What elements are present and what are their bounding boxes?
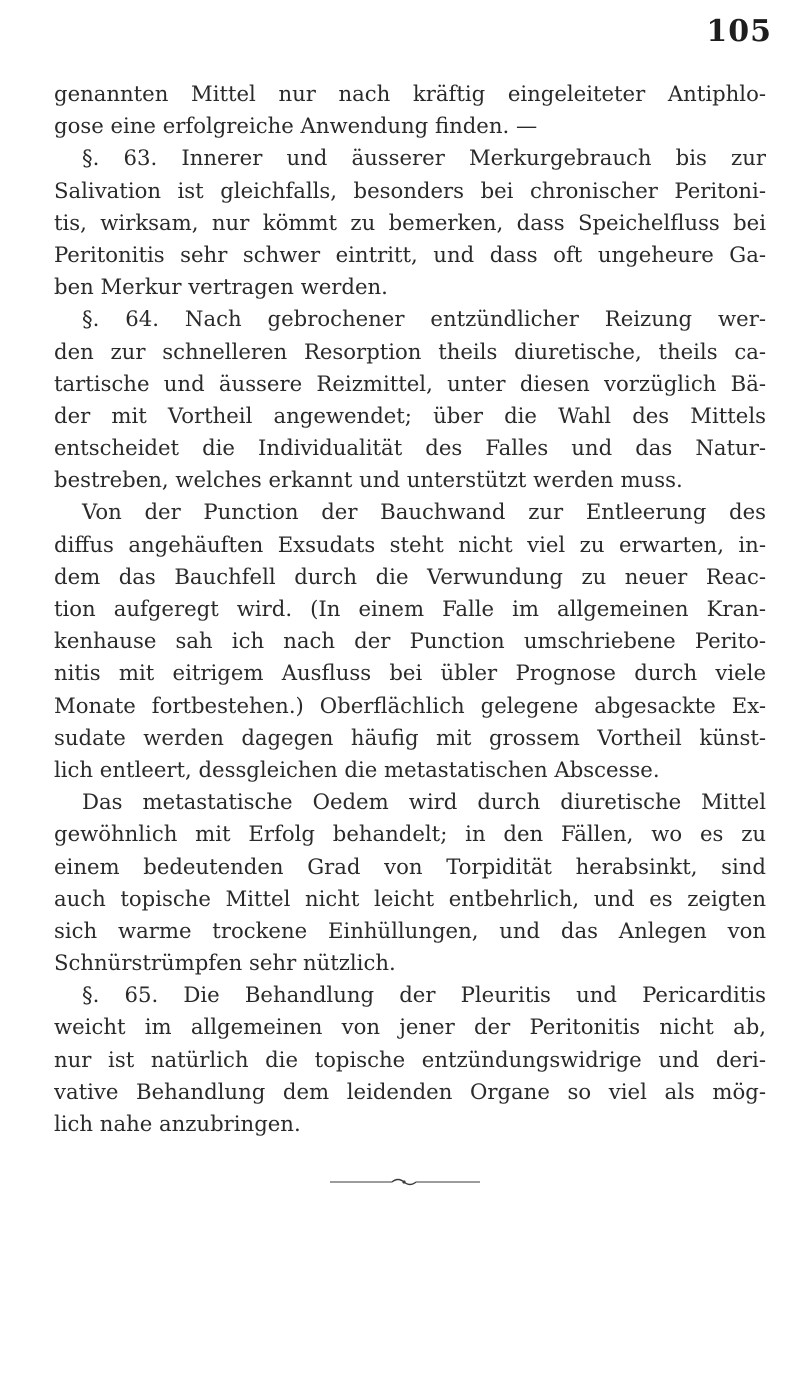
text-line: §. 63. Innerer und äusserer Merkurgebrauch bis zur [82, 145, 766, 171]
text-line: genannten Mittel nur nach kräftig eingeleiteter Antiphlo- [54, 81, 766, 106]
text-line: Salivation ist gleichfalls, besonders bei chronischer Peritoni- [54, 177, 766, 203]
text-line: einem bedeutenden Grad von Torpidität herabsinkt, sind [54, 853, 766, 879]
ornament-icon [330, 1176, 480, 1188]
text-line: sich warme trockene Einhüllungen, und das Anlegen von [54, 917, 766, 943]
text-line: §. 65. Die Behandlung der Pleuritis und Pericarditis [82, 982, 766, 1008]
text-line: gose eine erfolgreiche Anwendung finden. — [54, 113, 538, 139]
text-line: entscheidet die Individualität des Falles und das Natur- [54, 435, 766, 461]
text-line: dem das Bauchfell durch die Verwundung zu neuer Reac- [54, 563, 766, 589]
text-line: der mit Vortheil angewendet; über die Wahl des Mittels [54, 402, 766, 428]
text-line: tartische und äussere Reizmittel, unter diesen vorzüglich Bä- [54, 370, 766, 396]
text-line: lich nahe anzubringen. [54, 1111, 301, 1136]
text-line: kenhause sah ich nach der Punction umschriebene Perito- [54, 628, 766, 654]
text-line: Das metastatische Oedem wird durch diuretische Mittel [82, 789, 766, 815]
text-line: weicht im allgemeinen von jener der Peritonitis nicht ab, [54, 1014, 766, 1040]
text-line: auch topische Mittel nicht leicht entbehrlich, und es zeigten [54, 885, 766, 911]
text-line: Schnürstrümpfen sehr nützlich. [54, 950, 396, 976]
text-line: §. 64. Nach gebrochener entzündlicher Reizung wer- [82, 306, 766, 332]
text-line: diffus angehäuften Exsudats steht nicht viel zu erwarten, in- [54, 531, 766, 557]
text-line: bestreben, welches erkannt und unterstützt werden muss. [54, 467, 683, 493]
text-line: sudate werden dagegen häufig mit grossem Vortheil künst- [54, 724, 766, 750]
text-line: vative Behandlung dem leidenden Organe so viel als mög- [54, 1078, 766, 1104]
text-line: gewöhnlich mit Erfolg behandelt; in den Fällen, wo es zu [54, 821, 766, 847]
decorative-rule-ornament [330, 1176, 480, 1188]
text-line: Von der Punction der Bauchwand zur Entleerung des [82, 499, 766, 525]
text-line: nitis mit eitrigem Ausfluss bei übler Prognose durch viele [54, 660, 766, 686]
text-line: lich entleert, dessgleichen die metastatischen Abscesse. [54, 756, 660, 782]
text-line: den zur schnelleren Resorption theils diuretische, theils ca- [54, 338, 766, 364]
text-line: ben Merkur vertragen werden. [54, 274, 388, 300]
body-text [54, 78, 766, 1140]
page-number: 105 [706, 14, 772, 49]
text-line: nur ist natürlich die topische entzündungswidrige und deri- [54, 1046, 766, 1072]
text-line: Peritonitis sehr schwer eintritt, und dass oft ungeheure Ga- [54, 241, 766, 267]
text-line: tis, wirksam, nur kömmt zu bemerken, dass Speichelfluss bei [54, 209, 766, 235]
text-line: Monate fortbestehen.) Oberflächlich gelegene abgesackte Ex- [54, 692, 766, 718]
text-line: tion aufgeregt wird. (In einem Falle im allgemeinen Kran- [54, 596, 766, 621]
